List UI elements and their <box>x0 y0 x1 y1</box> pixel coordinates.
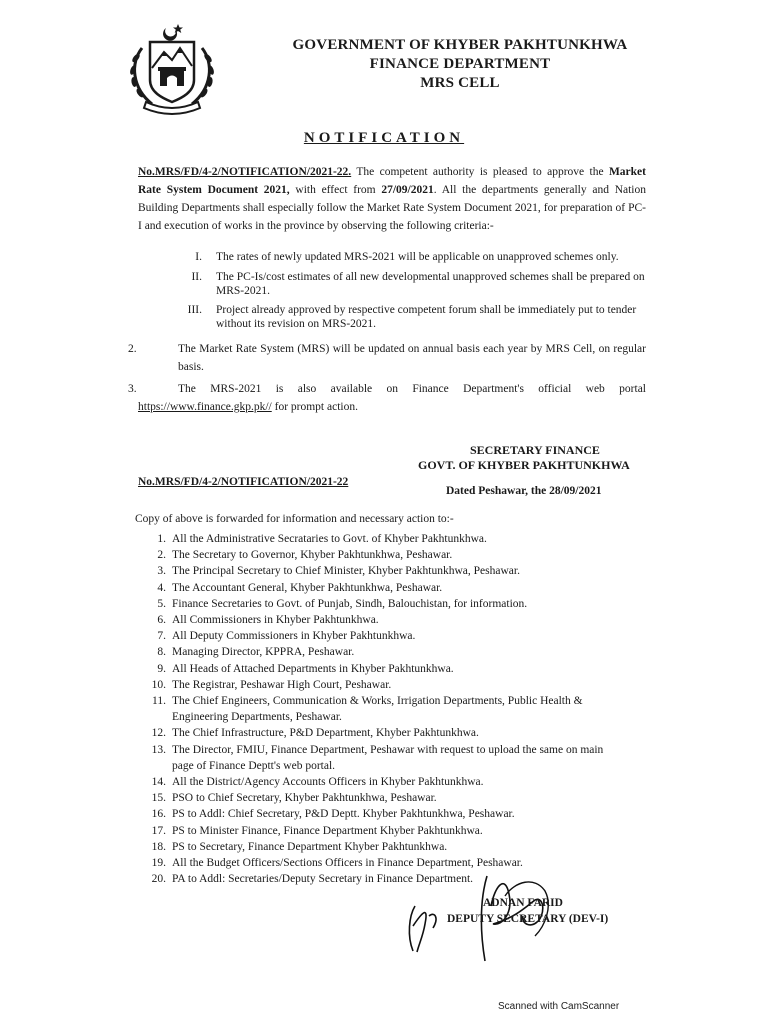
recipient-number: 11. <box>152 695 166 708</box>
recipient-number: 17. <box>151 824 166 837</box>
recipient-item <box>140 596 640 612</box>
criteria-item: II. The PC-Is/cost estimates of all new developmental unapproved schemes shall be prepared on MRS-2021. <box>191 271 645 297</box>
recipient-list <box>140 531 640 887</box>
recipient-text: PA to Addl: Secretaries/Deputy Secretary in Finance Department. <box>172 873 474 886</box>
recipient-text: All the Administrative Secrataries to Govt. of Khyber Pakhtunkhwa. <box>172 533 487 545</box>
recipient-text: Finance Secretaries to Govt. of Punjab, Sindh, Balouchistan, for information. <box>172 597 528 610</box>
recipient-number: 7. <box>157 630 166 643</box>
recipient-number: 9. <box>157 662 166 675</box>
recipient-text: The Registrar, Peshawar High Court, Peshawar. <box>172 678 392 691</box>
signatory-2-designation: DEPUTY SECRETARY (DEV-I) <box>447 913 609 925</box>
recipient-number: 10. <box>151 678 166 691</box>
criteria-item: I. The rates of newly updated MRS-2021 will be applicable on unapproved schemes only. <box>195 251 619 263</box>
recipient-text: The Director, FMIU, Finance Department, Peshawar with request to upload the same on main page of Finance Deptt's web portal. <box>172 743 604 772</box>
signatory-1-govt: GOVT. OF KHYBER PAKHTUNKHWA <box>418 458 630 472</box>
recipient-text: The Chief Engineers, Communication & Works, Irrigation Departments, Public Health & Engineering Departments, Peshawar. <box>172 695 583 724</box>
copy-forwarded-text: Copy of above is forwarded for information and necessary action to:- <box>135 513 454 525</box>
recipient-number: 12. <box>151 727 166 740</box>
notification-title: NOTIFICATION <box>303 130 465 146</box>
recipient-text: PS to Secretary, Finance Department Khyber Pakhtunkhwa. <box>172 840 448 853</box>
recipient-text: All the District/Agency Accounts Officers in Khyber Pakhtunkhwa. <box>172 776 484 789</box>
recipient-item <box>140 580 640 596</box>
recipient-item <box>140 774 640 790</box>
recipient-number: 18. <box>151 840 166 853</box>
recipient-number: 19. <box>151 857 166 870</box>
endorsement-ref-no: No.MRS/FD/4-2/NOTIFICATION/2021-22 <box>138 476 349 488</box>
finance-portal-link[interactable]: https://www.finance.gkp.pk// <box>138 401 272 413</box>
recipient-item <box>140 661 640 677</box>
paragraph-3: 3. The MRS-2021 is also available on Finance Department's official web portal https://www.finance.gkp.pk// for prompt action. <box>128 383 646 413</box>
recipient-item <box>140 644 640 660</box>
recipient-number: 8. <box>157 646 166 659</box>
recipient-number: 5. <box>157 597 166 610</box>
recipient-text: Managing Director, KPPRA, Peshawar. <box>172 646 355 659</box>
recipient-item <box>140 839 640 855</box>
effective-date: 27/09/2021 <box>381 184 434 196</box>
signatory-2-name: ADNAN FARID <box>483 897 563 909</box>
criteria-item: III. Project already approved by respective competent forum shall be immediately put to tender without its revision on MRS-2021. <box>187 304 637 330</box>
recipient-text: All Heads of Attached Departments in Khyber Pakhtunkhwa. <box>172 662 454 675</box>
recipient-text: All Commissioners in Khyber Pakhtunkhwa. <box>172 614 379 627</box>
recipient-text: The Secretary to Governor, Khyber Pakhtunkhwa, Peshawar. <box>172 549 453 562</box>
recipient-text: All the Budget Officers/Sections Officers in Finance Department, Peshawar. <box>172 857 523 870</box>
recipient-item <box>140 628 640 644</box>
recipient-number: 13. <box>151 743 166 756</box>
recipient-text: All Deputy Commissioners in Khyber Pakhtunkhwa. <box>172 630 416 643</box>
recipient-item <box>140 547 640 563</box>
recipient-number: 6. <box>157 614 166 627</box>
recipient-item <box>140 806 640 822</box>
notification-ref-no: No.MRS/FD/4-2/NOTIFICATION/2021-22. <box>138 166 352 178</box>
paragraph-2: 2. The Market Rate System (MRS) will be updated on annual basis each year by MRS Cell, on regular basis. <box>128 343 646 373</box>
recipient-item <box>140 823 640 839</box>
recipient-item <box>140 531 640 547</box>
recipient-text: The Principal Secretary to Chief Minister, Khyber Pakhtunkhwa, Peshawar. <box>172 565 520 578</box>
recipient-number: 2. <box>157 549 166 562</box>
scanner-watermark: Scanned with CamScanner <box>498 1001 620 1012</box>
header-cell: MRS CELL <box>420 75 500 91</box>
recipient-item <box>140 693 640 725</box>
signatory-1-title: SECRETARY FINANCE <box>470 443 600 457</box>
recipient-item <box>140 563 640 579</box>
recipient-text: PS to Minister Finance, Finance Department Khyber Pakhtunkhwa. <box>172 824 483 837</box>
recipient-item <box>140 677 640 693</box>
recipient-item <box>140 790 640 806</box>
recipient-text: PS to Addl: Chief Secretary, P&D Deptt. Khyber Pakhtunkhwa, Peshawar. <box>172 808 515 821</box>
document-name: Market Rate System Document 2021, <box>138 166 646 196</box>
recipient-item <box>140 725 640 741</box>
endorsement-date: Dated Peshawar, the 28/09/2021 <box>446 485 602 497</box>
recipient-item <box>140 742 640 774</box>
recipient-number: 3. <box>157 565 166 578</box>
recipient-number: 15. <box>151 792 166 805</box>
recipient-number: 20. <box>151 873 166 886</box>
recipient-text: The Accountant General, Khyber Pakhtunkhwa, Peshawar. <box>172 581 443 594</box>
header-government: GOVERNMENT OF KHYBER PAKHTUNKHWA <box>292 37 628 53</box>
recipient-text: PSO to Chief Secretary, Khyber Pakhtunkhwa, Peshawar. <box>172 792 437 805</box>
recipient-number: 4. <box>157 581 166 594</box>
notification-body: No.MRS/FD/4-2/NOTIFICATION/2021-22. The competent authority is pleased to approve the Market Rate System Document 2021, with effect from 27/09/2021. All the departments generally and Nation Building Departments shall especially follow the Market Rate System Document 2021, for preparation of PC-I and execution of works in the province by observing the following criteria:- <box>138 166 646 232</box>
recipient-number: 1. <box>157 533 166 545</box>
recipient-number: 14. <box>151 776 166 789</box>
recipient-item <box>140 612 640 628</box>
header-department: FINANCE DEPARTMENT <box>369 56 551 72</box>
recipient-text: The Chief Infrastructure, P&D Department, Khyber Pakhtunkhwa. <box>172 727 479 740</box>
recipient-number: 16. <box>151 808 166 821</box>
